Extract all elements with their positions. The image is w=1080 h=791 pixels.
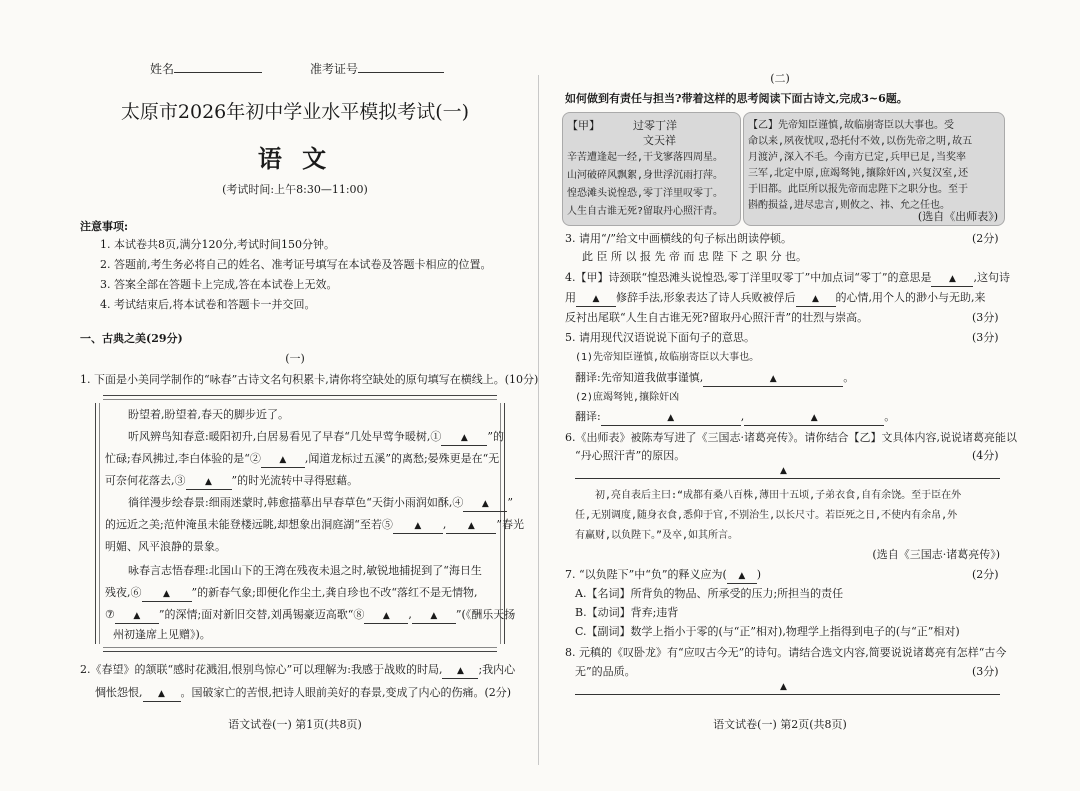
- question-2-line: 2.《春望》的颔联“感时花溅泪,恨别鸟惊心”可以理解为:我感于战败的时局, ▲ ;我内心: [80, 663, 515, 679]
- part-label-1: (一): [285, 352, 305, 365]
- question-5-sentence-1: (1)先帝知臣谨慎,故临崩寄臣以大事也。: [575, 352, 760, 363]
- question-4-line: 用 ▲ 修辞手法,形象表达了诗人兵败被俘后 ▲ 的心情,用个人的渺小与无助,来: [565, 291, 986, 307]
- question-6-score: (4分): [972, 449, 999, 462]
- question-5-translate-1: 翻译:先帝知道我做事谨慎, ▲ 。: [575, 371, 854, 387]
- card-line: 忙碌;春风拂过,李白体验的是“② ▲ ,闻道龙标过五溪”的离愁;晏殊更是在“无: [105, 452, 499, 468]
- exam-id-field: [310, 60, 444, 76]
- card-line: 咏春言志悟春理:北国山下的王湾在残夜未退之时,敏锐地捕捉到了“海日生: [128, 564, 482, 577]
- card-line: 可奈何花落去,③ ▲ ”的时光流转中寻得慰藉。: [105, 474, 358, 490]
- answer-blank-3[interactable]: ▲: [186, 474, 232, 490]
- answer-line-q6[interactable]: [575, 478, 1000, 479]
- poem-a-title: 过零丁洋: [633, 119, 677, 132]
- question-4-line: 反衬出尾联“人生自古谁无死?留取丹心照汗青”的壮烈与崇高。: [565, 311, 869, 324]
- card-line: 明媚、风平浪静的景象。: [105, 540, 226, 553]
- passage-b-line: 于旧都。此臣所以报先帝而忠陛下之职分也。至于: [748, 184, 968, 195]
- passage-b-line: 命以来,夙夜忧叹,恐托付不效,以伤先帝之明,故五: [748, 136, 973, 147]
- passage-b-line: 三军,北定中原,庶竭驽钝,攘除奸凶,兴复汉室,还: [748, 168, 969, 179]
- question-3-sentence: 此 臣 所 以 报 先 帝 而 忠 陛 下 之 职 分 也。: [582, 250, 807, 263]
- question-7-score: (2分): [972, 568, 999, 581]
- exam-id-label: 准考证号: [310, 62, 359, 76]
- card-line: 的远近之美;范仲淹虽未能登楼远眺,却想象出洞庭湖“至若⑤ ▲ , ▲ ”春光: [105, 518, 524, 534]
- question-7: 7. “以负陛下”中“负”的释义应为( ▲ ): [565, 568, 761, 584]
- question-1: 1. 下面是小美同学制作的“咏春”古诗文名句积累卡,请你将空缺处的原句填写在横线上。(10分): [80, 373, 539, 386]
- answer-blank-q5b[interactable]: ▲: [601, 410, 741, 426]
- question-5: 5. 请用现代汉语说说下面句子的意思。: [565, 331, 755, 344]
- answer-blank-q4a[interactable]: ▲: [931, 271, 973, 287]
- exam-id-blank[interactable]: [358, 60, 444, 73]
- answer-blank-q5c[interactable]: ▲: [744, 410, 884, 426]
- notice-title: 注意事项:: [80, 220, 129, 233]
- passage-b-line: 月渡泸,深入不毛。今南方已定,兵甲已足,当奖率: [748, 152, 967, 163]
- notice-item: 3. 答案全部在答题卡上完成,答在本试卷上无效。: [100, 278, 338, 291]
- page-footer: 语文试卷(一) 第2页(共8页): [713, 718, 847, 731]
- answer-blank-q2a[interactable]: ▲: [442, 663, 478, 679]
- passage-line: 任,无别调度,随身衣食,悉仰于官,不别治生,以长尺寸。若臣死之日,不使内有余帛,外: [575, 510, 958, 521]
- answer-blank-q4b[interactable]: ▲: [576, 291, 616, 307]
- notice-item: 1. 本试卷共8页,满分120分,考试时间150分钟。: [100, 238, 335, 251]
- part-label-2: (二): [770, 72, 790, 85]
- question-8-line: 8. 元稹的《叹卧龙》有“应叹古今无”的诗句。请结合选文内容,简要说说诸葛亮有怎样“古今: [565, 646, 1007, 659]
- answer-blank-q4c[interactable]: ▲: [796, 291, 836, 307]
- section-title: 一、古典之美(29分): [80, 332, 183, 345]
- question-3-score: (2分): [972, 232, 999, 245]
- answer-blank-8a[interactable]: ▲: [364, 608, 408, 624]
- question-7-option-a[interactable]: A.【名词】所背负的物品、所承受的压力;所担当的责任: [575, 587, 844, 600]
- passage-line: 初,亮自表后主曰:“成都有桑八百株,薄田十五顷,子弟衣食,自有余饶。至于臣在外: [595, 490, 962, 501]
- answer-blank-2[interactable]: ▲: [261, 452, 305, 468]
- question-5-sentence-2: (2)庶竭驽钝,攘除奸凶: [575, 392, 680, 403]
- poem-a-author: 文天祥: [643, 134, 676, 147]
- poem-a-line: 惶恐滩头说惶恐,零丁洋里叹零丁。: [567, 188, 724, 199]
- notice-item: 4. 考试结束后,将本试卷和答题卡一并交回。: [100, 298, 316, 311]
- passage-b-line: 斟酌损益,进尽忠言,则攸之、祎、允之任也。: [748, 200, 951, 211]
- question-8-score: (3分): [972, 665, 999, 678]
- card-line: 徜徉漫步绘春景:细雨迷蒙时,韩愈描摹出早春草色“天街小雨润如酥,④ ▲ ”: [128, 496, 513, 512]
- question-3: 3. 请用“/”给文中画横线的句子标出朗读停顿。: [565, 232, 792, 245]
- notice-item: 2. 答题前,考生务必将自己的姓名、准考证号填写在本试卷及答题卡相应的位置。: [100, 258, 492, 271]
- card-line: 盼望着,盼望着,春天的脚步近了。: [128, 408, 289, 421]
- page-footer: 语文试卷(一) 第1页(共8页): [228, 718, 362, 731]
- passage-line: 有赢财,以负陛下。”及卒,如其所言。: [575, 530, 739, 541]
- passage-b-source: (选自《出师表》): [917, 210, 998, 223]
- question-4-line: 4.【甲】诗颈联“惶恐滩头说惶恐,零丁洋里叹零丁”中加点词“零丁”的意思是 ▲ ,这句诗: [565, 271, 1010, 287]
- answer-blank-5b[interactable]: ▲: [446, 518, 496, 534]
- poem-a-box: [562, 112, 741, 226]
- passage-b-line: 【乙】先帝知臣谨慎,故临崩寄臣以大事也。受: [748, 120, 955, 131]
- passage-source: (选自《三国志·诸葛亮传》): [872, 548, 1000, 561]
- question-4-score: (3分): [972, 311, 999, 324]
- card-line: 州初逢席上见赠》)。: [113, 628, 211, 641]
- reading-intro: 如何做到有责任与担当?带着这样的思考阅读下面古诗文,完成3~6题。: [565, 92, 908, 105]
- name-field: [150, 60, 262, 76]
- poem-a-line: 人生自古谁无死?留取丹心照汗青。: [567, 206, 724, 217]
- answer-blank-q5a[interactable]: ▲: [703, 371, 843, 387]
- poem-a-tag: 【甲】: [567, 119, 600, 132]
- question-7-option-c[interactable]: C.【副词】数学上指小于零的(与“正”相对),物理学上指得到电子的(与“正”相对): [575, 625, 960, 638]
- poem-a-line: 辛苦遭逢起一经,干戈寥落四周星。: [567, 152, 724, 163]
- exam-time: (考试时间:上午8:30—11:00): [222, 183, 368, 196]
- answer-blank-1[interactable]: ▲: [441, 430, 487, 446]
- exam-title: 太原市2026年初中学业水平模拟考试(一): [120, 101, 470, 123]
- question-2-line: 惆怅怨恨, ▲ 。国破家亡的苦恨,把诗人眼前美好的春景,变成了内心的伤痛。(2分): [95, 686, 511, 702]
- poem-a-line: 山河破碎风飘絮,身世浮沉雨打萍。: [567, 170, 724, 181]
- page-divider: [538, 75, 539, 765]
- answer-mark: ▲: [780, 682, 787, 692]
- card-line: ⑦ ▲ ”的深情;面对新旧交替,刘禹锡豪迈高歌“⑧ ▲ , ▲ ”(《酬乐天扬: [105, 608, 515, 624]
- question-5-translate-2: 翻译: ▲ , ▲ 。: [575, 410, 895, 426]
- question-6-line: 6.《出师表》被陈寿写进了《三国志·诸葛亮传》。请你结合【乙】文具体内容,说说诸葛亮能以: [565, 431, 1017, 444]
- question-6-line: “丹心照汗青”的原因。: [575, 449, 686, 462]
- card-line: 残夜,⑥ ▲ ”的新春气象;即便化作尘土,龚自珍也不改“落红不是无情物,: [105, 586, 477, 602]
- question-8-line: 无”的品质。: [575, 665, 636, 678]
- answer-blank-7[interactable]: ▲: [115, 608, 159, 624]
- answer-blank-q7[interactable]: ▲: [727, 568, 757, 584]
- answer-blank-4[interactable]: ▲: [463, 496, 507, 512]
- question-5-score: (3分): [972, 331, 999, 344]
- question-7-option-b[interactable]: B.【动词】背弃;违背: [575, 606, 679, 619]
- answer-mark: ▲: [780, 466, 787, 476]
- name-blank[interactable]: [174, 60, 262, 73]
- answer-blank-5a[interactable]: ▲: [393, 518, 443, 534]
- answer-blank-q2b[interactable]: ▲: [143, 686, 181, 702]
- answer-blank-6[interactable]: ▲: [142, 586, 192, 602]
- answer-blank-8b[interactable]: ▲: [412, 608, 456, 624]
- subject-title: 语 文: [257, 144, 333, 173]
- exam-page-2: [540, 0, 1080, 791]
- answer-line-q8[interactable]: [575, 694, 1000, 695]
- card-line: 听风辨鸟知春意:暖阳初升,白居易看见了早春“几处早莺争暖树,① ▲ ”的: [128, 430, 504, 446]
- passage-b-box: [743, 112, 1005, 226]
- name-label: 姓名: [150, 62, 175, 76]
